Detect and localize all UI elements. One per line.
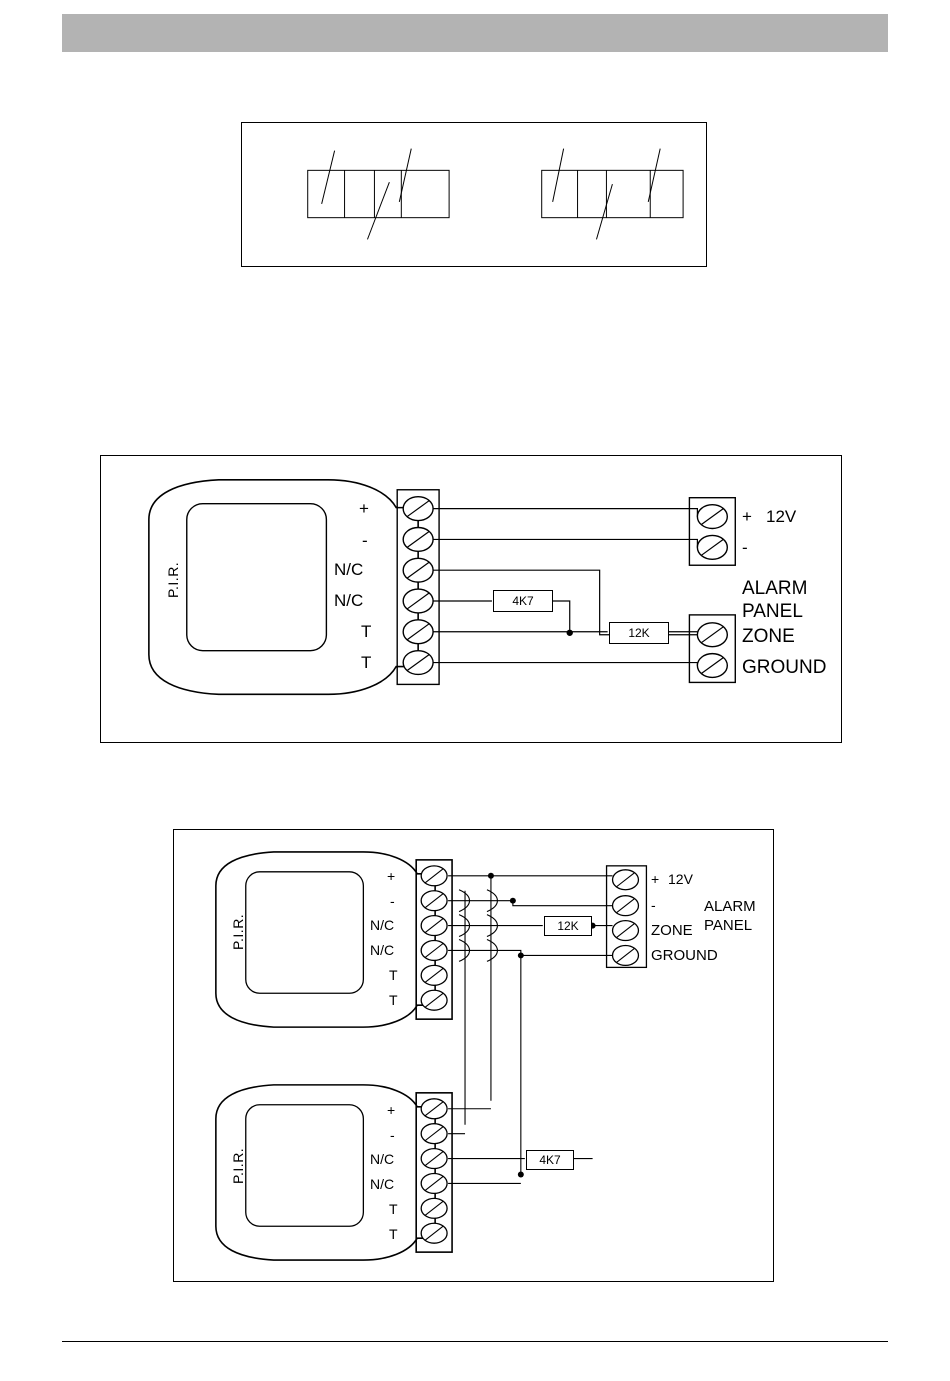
dual-alarm-ground-label: GROUND	[651, 947, 718, 964]
dual-upper-terminal-minus: -	[390, 893, 395, 909]
resistor-4k7: 4K7	[493, 590, 553, 612]
terminal-label-t-2: T	[361, 653, 372, 672]
resistor-12k: 12K	[609, 622, 669, 644]
dual-upper-terminal-t-2: T	[389, 992, 398, 1008]
dual-pir-wiring-drawing	[174, 830, 773, 1281]
terminal-detail-panel	[241, 122, 707, 267]
terminal-detail-drawing	[242, 123, 706, 266]
dual-resistor-12k: 12K	[544, 916, 592, 936]
dual-pir-wiring-panel	[173, 829, 774, 1282]
page-footer-rule	[62, 1341, 888, 1342]
dual-lower-terminal-plus: +	[387, 1102, 396, 1118]
dual-lower-pir-label: P.I.R.	[230, 1147, 246, 1184]
pir-housing-label: P.I.R.	[165, 561, 181, 598]
alarm-ground-label: GROUND	[742, 657, 827, 678]
alarm-panel-title-1: ALARM	[742, 578, 808, 599]
dual-upper-terminal-t-1: T	[389, 967, 398, 983]
dual-upper-terminal-nc-2: N/C	[370, 942, 395, 958]
terminal-label-nc-2: N/C	[334, 591, 364, 610]
dual-alarm-terminal-minus: -	[651, 897, 656, 913]
dual-lower-terminal-t-2: T	[389, 1226, 398, 1242]
alarm-zone-label: ZONE	[742, 626, 795, 647]
dual-alarm-zone-label: ZONE	[651, 922, 693, 939]
dual-alarm-voltage-label: 12V	[668, 871, 693, 887]
dual-resistor-4k7: 4K7	[526, 1150, 574, 1170]
page-header-bar	[62, 14, 888, 52]
dual-upper-terminal-plus: +	[387, 868, 396, 884]
single-pir-wiring-drawing	[101, 456, 841, 742]
dual-lower-terminal-minus: -	[390, 1127, 395, 1143]
dual-upper-pir-label: P.I.R.	[230, 913, 246, 950]
terminal-label-minus: -	[362, 531, 368, 550]
dual-lower-terminal-t-1: T	[389, 1201, 398, 1217]
alarm-voltage-label: 12V	[766, 507, 797, 526]
dual-lower-terminal-nc-1: N/C	[370, 1151, 395, 1167]
alarm-terminal-plus: +	[742, 507, 752, 526]
dual-alarm-title-1: ALARM	[704, 898, 756, 915]
terminal-label-t-1: T	[361, 622, 372, 641]
alarm-terminal-minus: -	[742, 538, 748, 557]
terminal-label-nc-1: N/C	[334, 560, 364, 579]
terminal-label-plus: +	[359, 499, 369, 518]
dual-alarm-title-2: PANEL	[704, 917, 753, 934]
dual-upper-terminal-nc-1: N/C	[370, 917, 395, 933]
dual-lower-terminal-nc-2: N/C	[370, 1176, 395, 1192]
dual-alarm-terminal-plus: +	[651, 871, 660, 887]
alarm-panel-title-2: PANEL	[742, 601, 803, 622]
single-pir-wiring-panel	[100, 455, 842, 743]
